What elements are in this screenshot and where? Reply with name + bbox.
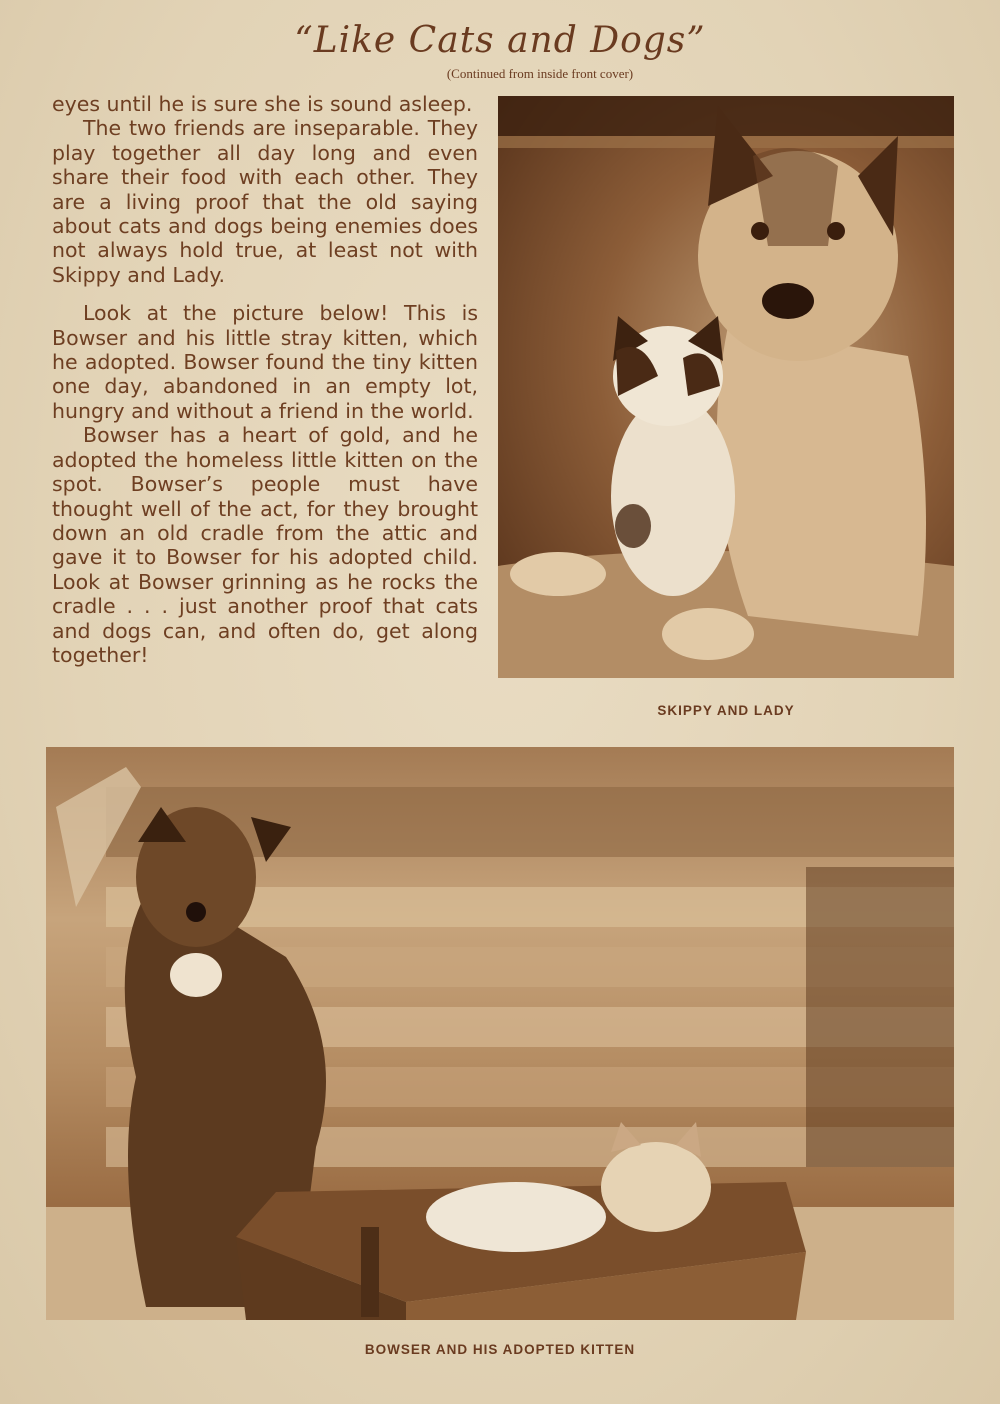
- continued-note: (Continued from inside front cover): [446, 66, 634, 81]
- article-text: [52, 92, 478, 667]
- paragraph: eyes until he is sure she is sound asleep.: [52, 92, 473, 116]
- caption-skippy-and-lady: SKIPPY AND LADY: [657, 703, 795, 718]
- paragraph: Look at the picture below! This is Bowser and his little stray kitten, which he adopted. Bowser found the tiny kitten one day, abandoned in an empty lot, hungry and without a friend in the world.: [52, 301, 478, 423]
- paragraph: The two friends are inseparable. They play together all day long and even share their food with each other. They are a living proof that the old saying about cats and dogs being enemies does not always hold true, at least not with Skippy and Lady.: [52, 116, 478, 287]
- page-title: “Like Cats and Dogs”: [294, 20, 706, 61]
- photo-skippy-and-lady: [498, 96, 954, 678]
- caption-bowser-and-kitten: BOWSER AND HIS ADOPTED KITTEN: [364, 1342, 636, 1357]
- photo-bowser-and-kitten: [46, 747, 954, 1320]
- paragraph: Bowser has a heart of gold, and he adopted the homeless little kitten on the spot. Bowser’s people must have thought well of the act, for they brought down an old cradle from the attic and gave it to Bowser for his adopted child. Look at Bowser grinning as he rocks the cradle . . . just another proof that cats and dogs can, and often do, get along together!: [52, 423, 478, 667]
